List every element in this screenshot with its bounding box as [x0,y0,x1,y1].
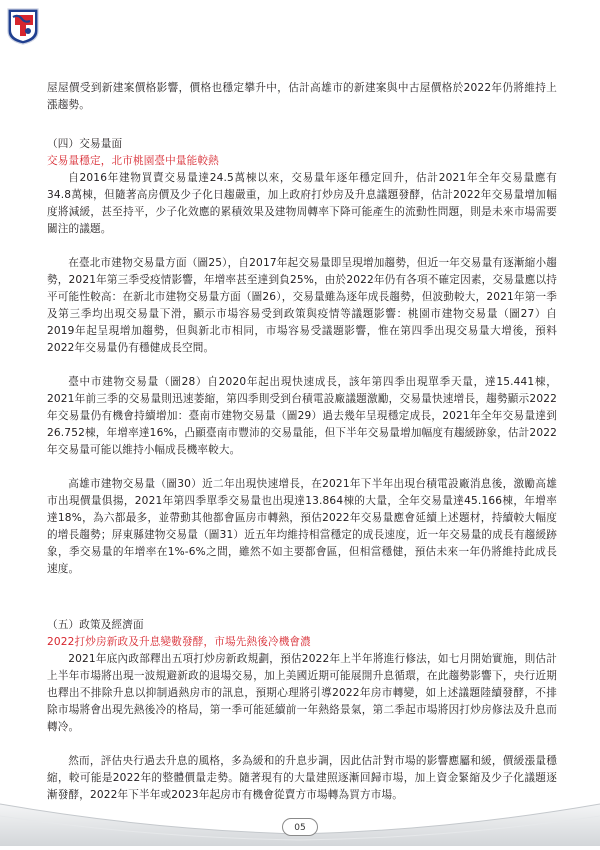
section-4-heading: （四）交易量面 [47,138,123,150]
company-logo [6,5,40,45]
section-4-paragraph-3: 臺中市建物交易量（圖28）自2020年起出現快速成長，該年第四季出現單季天量，達15.441棟，2021年前三季的交易量則迅速萎縮，第四季則受到台積電設廠議題激勵，交易量快速增長，趨勢顯示2022年交易量仍有機會持續增加：臺南市建物交易量（圖29）過去幾年呈現穩定成長，2021年全年交易量達到26.752棟，年增率達16%，凸顯臺南市豐沛的交易量能，但下半年交易量增加幅度有趨緩跡象，估計2022年交易量可能以維持小幅成長機率較大。 [47,376,557,456]
section-4-paragraph-2: 在臺北市建物交易量方面（圖25），自2017年起交易量即呈現增加趨勢，但近一年交易量有逐漸縮小趨勢，2021年第三季受疫情影響，年增率甚至達到負25%，由於2022年仍有各項不確定因素，交易量應以持平可能性較高：在新北市建物交易量方面（圖26），交易量雖為逐年成長趨勢，但波動較大，2021年第一季及第三季均出現交易量下滑，顯示市場容易受到政策與疫情等議題影響：桃園市建物交易量（圖27）自2019年起呈現增加趨勢，但與新北市相同，市場容易受議題影響，惟在第四季出現交易量大增後，預料2022年交易量仍有穩健成長空間。 [47,257,557,354]
section-4-subtitle: 交易量穩定，北市桃園臺中量能較熱 [47,155,219,167]
page-number: 05 [282,818,318,836]
section-5-paragraph-1: 2021年底內政部釋出五項打炒房新政規劃，預估2022年上半年將進行修法，如七月開始實施，則估計上半年市場將出現一波規避新政的退場交易，加上美國近期可能展開升息循環，在此趨勢影響下，央行近期也釋出不排除升息以抑制過熱房市的訊息，預期心理將引導2022年房市轉變，如上述議題陸續發酵，不排除市場將會出現先熱後冷的格局，第一季可能延續前一年熱絡景氣，第二季起市場將因打炒房修法及升息而轉冷。 [47,653,557,733]
document-body [47,80,557,804]
section-5-heading: （五）政策及經濟面 [47,619,144,631]
section-4-paragraph-1: 自2016年建物買賣交易量達24.5萬棟以來，交易量年逐年穩定回升，估計2021年全年交易量應有34.8萬棟，但隨著高房價及少子化日趨嚴重，加上政府打炒房及升息議題發酵，估計2022年交易量增加幅度將減緩，甚至持平，少子化效應的累積效果及建物周轉率下降可能產生的流動性問題，則是未來市場需要關注的議題。 [47,172,557,235]
section-4-paragraph-4: 高雄市建物交易量（圖30）近二年出現快速增長，在2021年下半年出現台積電設廠消息後，激勵高雄市出現價量俱揚，2021年第四季單季交易量也出現達13.864棟的大量，全年交易量達45.166棟，年增率達18%，為六都最多，並帶動其他都會區房市轉熱，預估2022年交易量應會延續上述題材，持續較大幅度的增長趨勢；屏東縣建物交易量（圖31）近五年均維持相當穩定的成長速度，近一年交易量的成長有趨緩跡象，季交易量的年增率在1%-6%之間，雖然不如主要都會區，但相當穩健，預估未來一年仍將維持此成長速度。 [47,478,557,575]
intro-paragraph: 屋屋價受到新建案價格影響，價格也穩定攀升中，估計高雄市的新建案與中古屋價格於2022年仍將維持上漲趨勢。 [47,82,557,111]
logo-icon [6,5,40,45]
section-5-subtitle: 2022打炒房新政及升息變數發酵，市場先熱後冷機會濃 [47,636,311,648]
section-5-paragraph-2: 然而，評估央行過去升息的風格，多為緩和的升息步調，因此估計對市場的影響應屬和緩，價緩漲量穩縮，較可能是2022年的整體價量走勢。隨著現有的大量建照逐漸回歸市場，加上資金緊縮及少子化議題逐漸發酵，2022年下半年或2023年起房市有機會從賣方市場轉為買方市場。 [47,755,557,801]
